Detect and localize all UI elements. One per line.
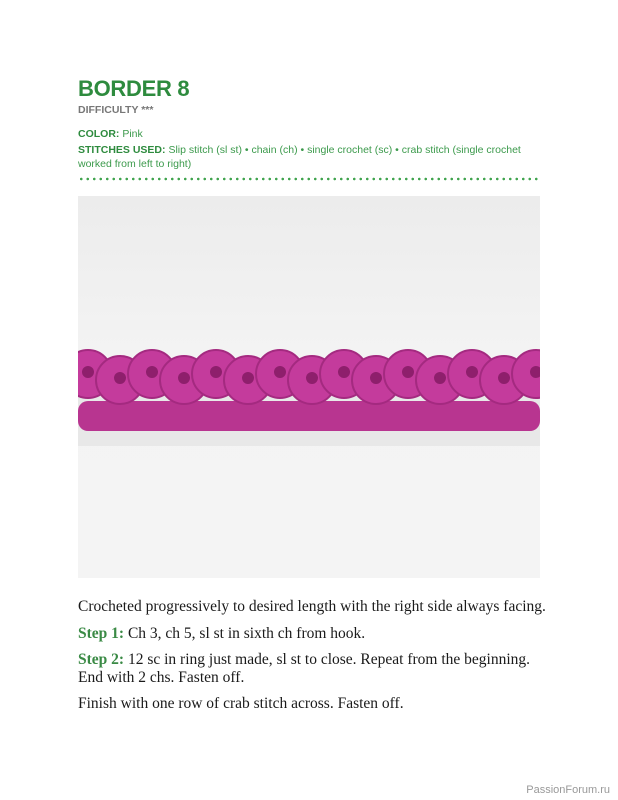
- crochet-ring-center: [402, 366, 414, 378]
- stitches-label: STITCHES USED:: [78, 144, 166, 156]
- color-value: Pink: [122, 128, 143, 140]
- color-label: COLOR:: [78, 128, 120, 140]
- crochet-ring-center: [242, 372, 254, 384]
- crochet-ring-center: [114, 372, 126, 384]
- crochet-ring-center: [178, 372, 190, 384]
- watermark: PassionForum.ru: [526, 784, 610, 796]
- crochet-ring-center: [306, 372, 318, 384]
- color-info: [78, 128, 143, 140]
- step-2-label: Step 2:: [78, 651, 125, 668]
- border-photo: [78, 196, 540, 578]
- finish-paragraph: Finish with one row of crab stitch across. Fasten off.: [78, 695, 404, 712]
- crochet-ring-center: [434, 372, 446, 384]
- crochet-ring-center: [146, 366, 158, 378]
- dotted-divider: [78, 177, 540, 181]
- step-2-text: 12 sc in ring just made, sl st to close. Repeat from the beginning. End with 2 chs. Fasten off.: [78, 651, 531, 686]
- crochet-ring-center: [210, 366, 222, 378]
- page-title: BORDER 8: [78, 76, 190, 101]
- crochet-ring-center: [82, 366, 94, 378]
- crochet-border-image: [78, 196, 540, 578]
- crochet-ring-center: [498, 372, 510, 384]
- difficulty-rating: DIFFICULTY ***: [78, 104, 154, 116]
- crochet-ring-center: [466, 366, 478, 378]
- step-1-text: Ch 3, ch 5, sl st in sixth ch from hook.: [127, 625, 366, 642]
- step-2: [78, 651, 548, 687]
- stitches-info: [78, 144, 538, 171]
- step-1-label: Step 1:: [78, 625, 125, 642]
- stitches-value: Slip stitch (sl st) • chain (ch) • single crochet (sc) • crab stitch (single crochet worked from left to right): [78, 144, 521, 170]
- intro-paragraph: Crocheted progressively to desired length with the right side always facing.: [78, 598, 546, 615]
- crochet-ring-center: [370, 372, 382, 384]
- crochet-ring-center: [338, 366, 350, 378]
- crochet-ring-center: [274, 366, 286, 378]
- step-1: [78, 625, 548, 643]
